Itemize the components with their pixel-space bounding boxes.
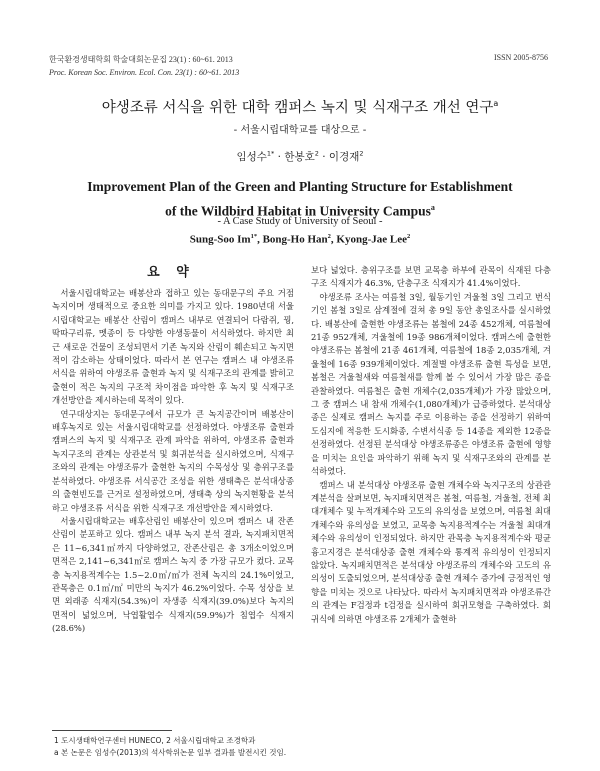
author-en-2: Bong-Ho Han [262,233,328,246]
abstract-heading: 요 약 [147,265,195,280]
body-paragraph: 서울시립대학교는 배봉산과 접하고 있는 동대문구의 주요 거점녹지이며 생태적으로 중요한 의미를 가지고 있다. 1980년대 서울시립대학교는 배봉산 산림이 캠퍼스 내부로 연결되어 다람쥐, 꿩, 딱따구리류, 멧종이 등 다양한 야생동물이 서식하였다. 하지만 최근 새로운 건물이 조성되면서 기존 녹지와 산림이 훼손되고 녹지면적이 감소하는 상태이었다. 따라서 본 연구는 캠퍼스 내 야생조류 서식을 위하여 야생조류 출현과 녹지 및 식재구조의 관계를 밝히고 출현이 적은 녹지의 구조적 차이점을 파악한 후 녹지 및 식재구조 개선방안을 제시하는데 목적이 있다. [52,288,294,406]
footnote-affiliation: 1 도시생태학연구센터 HUNECO, 2 서울시립대학교 조경학과 [54,736,256,745]
author-en-1-sup: 1* [250,233,258,240]
body-paragraph: 연구대상지는 동대문구에서 규모가 큰 녹지공간이며 배봉산이 배후녹지로 있는 서울시립대학교를 선정하였다. 야생조류 출현과 캠퍼스의 녹지 및 식재구조 관계 파악을 위하여, 야생조류 출현과 녹지구조의 관계는 상관분석 및 회귀분석을 실시하였으며, 식재구조와의 관계는 야생조류가 출현한 녹지의 수목성상 및 층위구조를 분석하였다. 야생조류 서식공간 조성을 위한 생태축은 분석대상종의 출현빈도를 근거로 설정하였으며, 생태축 상의 녹지현황을 분석하고 야생조류 서식을 위한 식재구조 개선방안을 제시하였다. [52,408,294,513]
footnote-note: a 본 논문은 임성수(2013)의 석사학위논문 일부 결과를 발전시킨 것임. [54,748,287,757]
author-ko-2: 한봉호 [284,151,315,163]
author-ko-3: 이경재 [328,151,360,163]
author-en-3: Kyong-Jae Lee [336,233,407,246]
body-paragraph: 서울시립대학교는 배후산림인 배봉산이 있으며 캠퍼스 내 잔존산림이 분포하고 있다. 캠퍼스 내부 녹지 분석 결과, 녹지패치면적은 11~6,341㎡까지 다양하였고, 잔존산림은 총 3개소이었으며 면적은 2,141~6,341㎡로 캠퍼스 녹지 중 가장 규모가 컸다. 교목층 녹지용적계수는 1.5~2.0㎥/㎡가 전체 녹지의 24.1%이었고, 관목층은 0.1㎥/㎡ 미만의 녹지가 46.2%이었다. 수목 성상을 보면 외래종 식재지(54.3%)이 자생종 식재지(39.0%)보다 녹지의 면적이 넓었으며, 낙엽활엽수 식재지(59.9%)가 침엽수 식재지(28.6%) [52,515,294,634]
body-column-right [311,264,551,626]
body-paragraph: 캠퍼스 내 분석대상 야생조류 출현 개체수와 녹지구조의 상관관계분석을 살펴보면, 녹지패치면적은 봄철, 여름철, 겨울철, 전체 최대개체수 및 누적개체수와 고도의 유의성을 보였으며, 여름철 최대개체수와 유의성을 보였고, 교목층 녹지용적계수는 겨울철 최대개체수와 유의성이 인정되었다. 하지만 관목층 녹지용적계수와 평균 흉고지경은 분석대상종 출현 개체수와 통계적 유의성이 인정되지 않았다. 녹지패치면적은 분석대상 야생조류의 개체수와 고도의 유의성이 도출되었으며, 분석대상종 출현 개체수 증가에 긍정적인 영향을 미치는 것으로 나타났다. 따라서 녹지패치면적과 야생조류간의 관계는 F검정과 t검정을 실시하여 회귀모형을 구축하였다. 회귀식에 의하면 야생조류 2개체가 출현하 [311,479,551,624]
body-column-left [52,287,294,636]
issn: ISSN 2005-8756 [493,53,548,62]
title-english-mark: a [430,203,435,212]
journal-header [49,53,239,79]
title-korean-mark: a [493,99,499,109]
title-english-line2: of the Wildbird Habitat in University Campus [165,203,431,219]
journal-name-en: Proc. Korean Soc. Environ. Ecol. Con. 23(1) : 60~61. 2013 [49,68,240,77]
authors-english: Sung-Soo $Im^{1*}$, Bong-Ho Han$^2$, Kyong-Jae Lee$^2$ [189,233,411,246]
subtitle-korean: - 서울시립대학교를 대상으로 - [233,125,367,136]
author-en-1: Sung-Soo Im [189,233,251,246]
title-english [0,176,600,222]
author-en-2-sup: 2 [327,233,331,240]
author-ko-1-sup: 1* [266,149,275,158]
journal-name-ko: 한국환경생태학회 학술대회논문집 23(1) : 60~61. 2013 [49,55,233,64]
authors-korean: 임성수$^{1*}$ · 한봉호$^2$ · 이경재$^2$ [236,149,364,163]
author-ko-2-sup: 2 [314,149,319,158]
body-paragraph: 야생조류 조사는 여름철 3일, 월동기인 겨울철 3일 그리고 번식기인 봄철 3일로 삼계절에 걸쳐 총 9일 동안 총일조사를 실시하였다. 배봉산에 출현한 야생조류는 봄철에 24종 452개체, 여름철에 21종 952개체, 겨울철에 19종 986개체이었다. 캠퍼스에 출현한 야생조류는 봄철에 21종 461개체, 여름철에 18종 2,035개체, 겨울철에 16종 939개체이었다. 계절별 야생조류 출현 특성을 보면, 봄철은 겨울철새와 여름철새를 함께 볼 수 있어서 가장 많은 종을 관찰하였다. 여름철은 출현 개체수(2,035개체)가 가장 많았으며, 그 중 캠퍼스 내 참새 개체수(1,080개체)가 급증하였다. 분석대상종은 실제로 캠퍼스 녹지를 주로 이용하는 종을 선정하기 위하여 도심지에 적응한 도시화종, 수변서식종 등 14종을 제외한 12종을 선정하였다. 선정된 분석대상 야생조류종은 야생조류 출현에 영향을 미치는 요인을 파악하기 위해 녹지 및 식재구조와의 관계를 분석하였다. [311,291,551,477]
title-korean-text: 야생조류 서식을 위한 대학 캠퍼스 녹지 및 식재구조 개선 연구 [101,100,494,116]
footnote-divider [52,730,172,731]
title-korean [0,96,600,117]
author-ko-3-sup: 2 [359,149,364,158]
body-paragraph: 보다 넓었다. 층위구조를 보면 교목층 하부에 관목이 식재된 다층구조 식재지가 46.3%, 단층구조 식재지가 41.4%이었다. [311,265,551,289]
title-english-line1: Improvement Plan of the Green and Planting Structure for Establishment [87,179,513,194]
author-en-3-sup: 2 [407,233,411,240]
footnotes [54,735,286,759]
author-ko-1: 임성수 [236,151,267,163]
subtitle-english: - A Case Study of University of Seoul - [217,216,383,227]
